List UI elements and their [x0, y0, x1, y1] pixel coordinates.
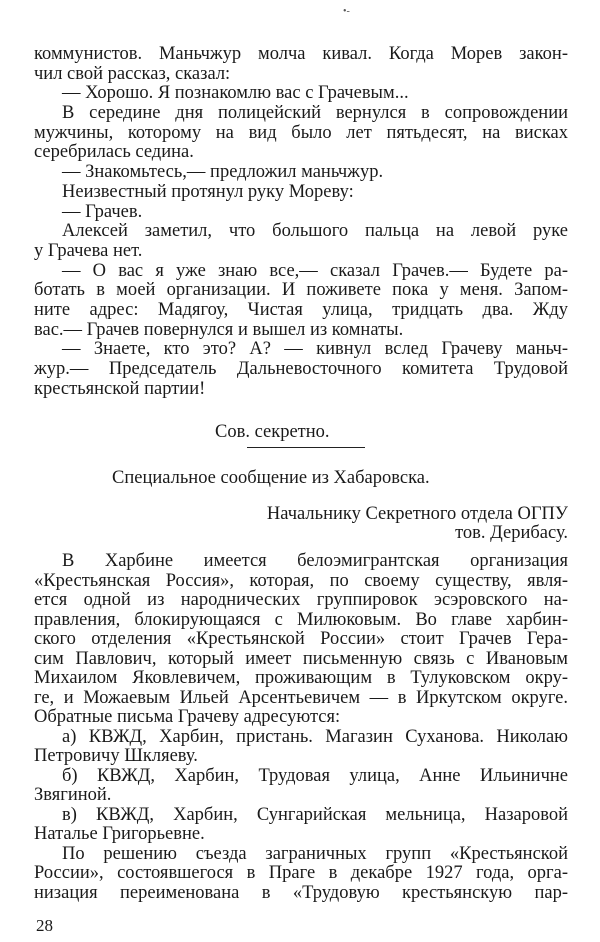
text-line: Неизвестный протянул руку Мореву: — [62, 181, 354, 202]
narrative-text — [34, 45, 568, 399]
text-line: ется одной из народнических группировок эсэровского на- — [34, 590, 568, 610]
text-line: мужчины, которому на вид было лет пятьдесят, на висках — [34, 122, 568, 143]
text-line: — Хорошо. Я познакомлю вас с Грачевым... — [62, 83, 409, 104]
text-line: ге, и Можаевым Ильей Арсентьевичем — в Иркутском округе. — [34, 687, 568, 708]
text-line: б) КВЖД, Харбин, Трудовая улица, Анне Ильиничне — [62, 765, 568, 786]
text-line: — Грачев. — [62, 201, 143, 222]
text-line: у Грачева нет. — [34, 240, 143, 261]
text-line: По решению съезда заграничных групп «Крестьянской — [62, 843, 568, 864]
addressee-line-1: Начальнику Секретного отдела ОГПУ — [266, 504, 568, 524]
report-title: Специальное сообщение из Хабаровска. — [112, 468, 430, 488]
text-line: В Харбине имеется белоэмигрантская организация — [62, 551, 568, 571]
heading-underline — [247, 447, 365, 448]
page-number: 28 — [36, 916, 53, 935]
text-line: ботать в моей организации. И поживете пока у меня. Запом- — [34, 280, 568, 301]
text-line: в) КВЖД, Харбин, Сунгарийская мельница, Назаровой — [62, 804, 568, 825]
secret-classification-heading: Сов. секретно. — [215, 422, 330, 442]
text-line: чил свой рассказ, сказал: — [34, 63, 231, 84]
text-line: серебрилась седина. — [34, 142, 194, 163]
text-line: — Знаете, кто это? А? — кивнул вслед Грачеву маньч- — [62, 339, 568, 360]
text-line: — Знакомьтесь,— предложил маньчжур. — [62, 162, 384, 183]
text-line: Алексей заметил, что большого пальца на левой руке — [62, 221, 568, 242]
text-line: правления, блокирующаяся с Милюковым. Во главе харбин- — [34, 609, 568, 630]
text-line: — О вас я уже знаю все,— сказал Грачев.— Будете ра- — [62, 260, 568, 281]
text-line: Наталье Григорьевне. — [34, 824, 205, 844]
text-line: а) КВЖД, Харбин, пристань. Магазин Суханова. Николаю — [62, 726, 568, 747]
text-line: жур.— Председатель Дальневосточного комитета Трудовой — [34, 359, 568, 379]
text-line: Обратные письма Грачеву адресуются: — [34, 707, 341, 727]
addressee-line-2: тов. Дерибасу. — [455, 523, 568, 543]
text-line: Михаилом Яковлевичем, проживающим в Тулуковском окру- — [34, 668, 568, 688]
text-line: России», состоявшегося в Праге в декабре 1927 года, орга- — [34, 863, 568, 883]
text-line: Петровичу Шкляеву. — [34, 746, 198, 766]
text-line: ского отделения «Крестьянской России» стоит Грачев Гера- — [34, 629, 568, 649]
scan-artifact: •- — [343, 6, 350, 17]
text-line: «Крестьянская Россия», которая, по своему существу, явля- — [34, 570, 568, 591]
text-line: вас.— Грачев повернулся и вышел из комнаты. — [34, 319, 404, 340]
text-line: В середине дня полицейский вернулся в сопровождении — [62, 103, 568, 124]
text-line: Звягиной. — [34, 785, 112, 805]
text-line: низация переименована в «Трудовую крестьянскую пар- — [34, 882, 568, 903]
text-line: ните адрес: Мадягоу, Чистая улица, тридцать два. Жду — [34, 299, 568, 320]
text-line: крестьянской партии! — [34, 378, 206, 399]
text-line: коммунистов. Маньчжур молча кивал. Когда Морев закон- — [34, 44, 568, 64]
report-text — [34, 552, 568, 903]
text-line: сим Павлович, который имеет письменную связь с Ивановым — [34, 648, 568, 669]
